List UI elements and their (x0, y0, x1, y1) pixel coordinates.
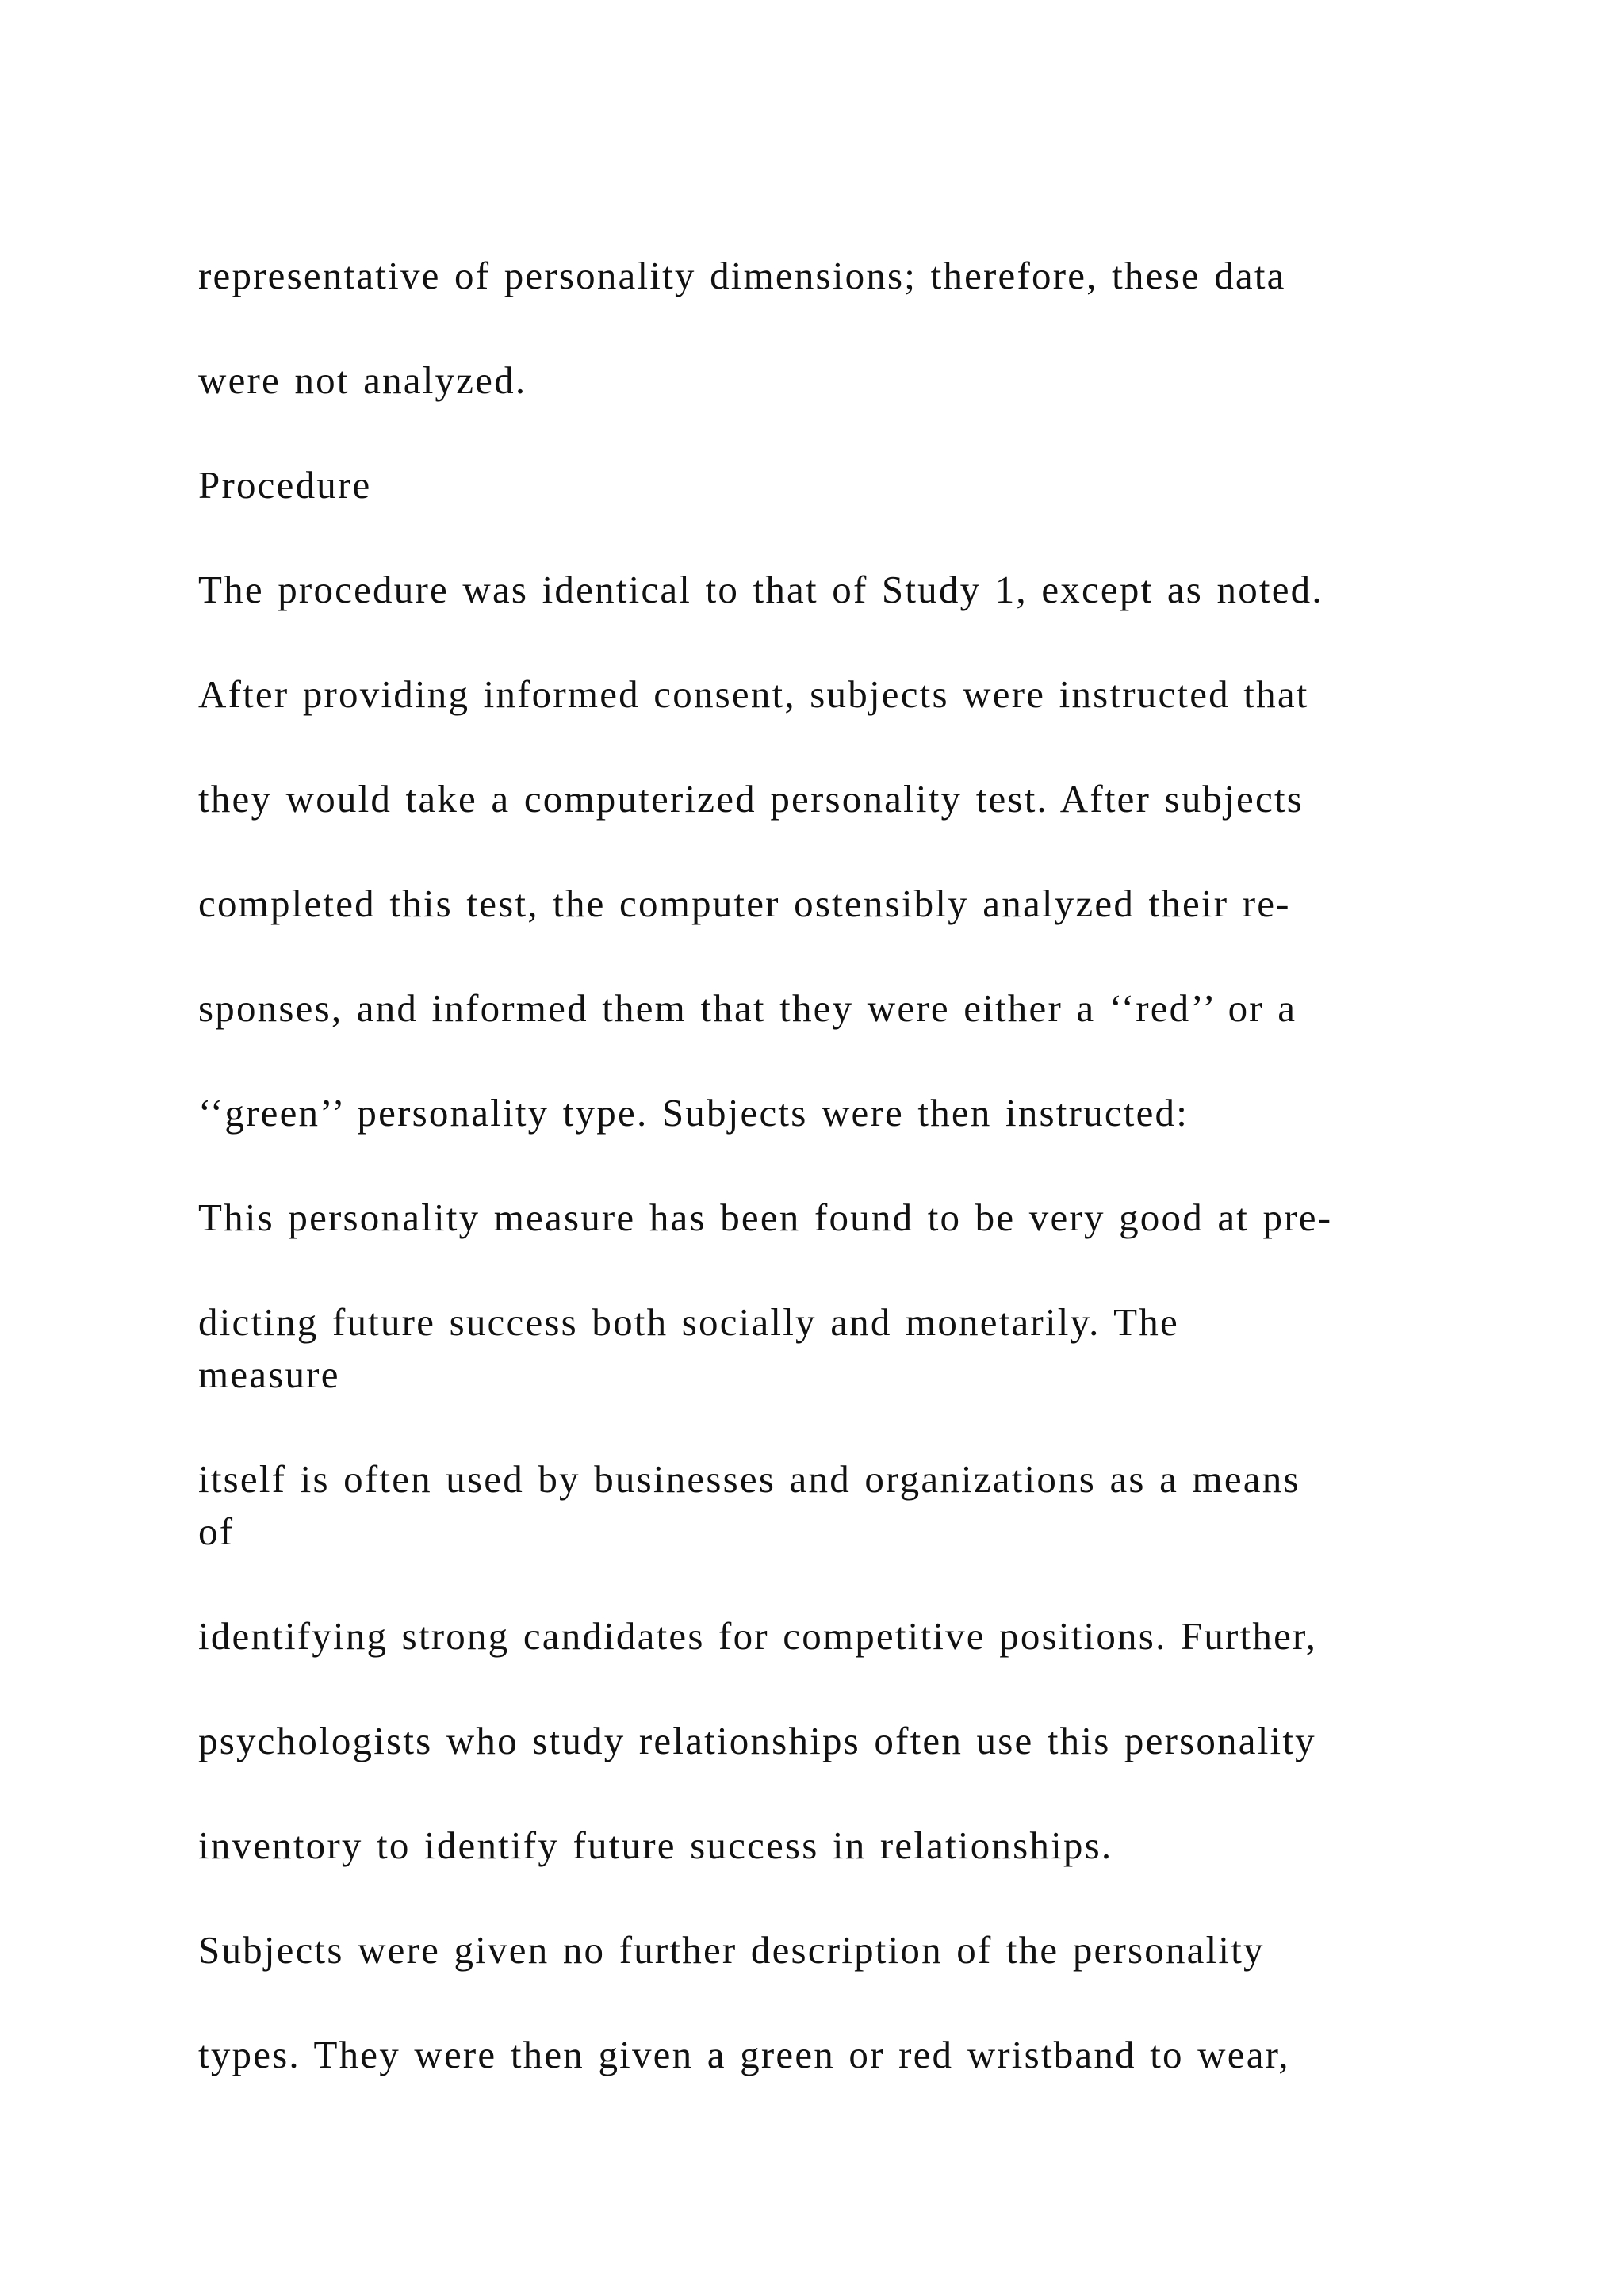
quote-line: inventory to identify future success in relationships. (198, 1823, 1113, 1867)
quote-line: dicting future success both socially and monetarily. The (198, 1300, 1179, 1344)
text-line: they would take a computerized personality test. After subjects (198, 777, 1304, 821)
section-heading: Procedure (198, 463, 372, 507)
text-line: Subjects were given no further description of the personality (198, 1928, 1265, 1972)
quote-line: of (198, 1510, 235, 1553)
quote-line: psychologists who study relationships often use this personality (198, 1719, 1316, 1762)
quote-line: itself is often used by businesses and organizations as a means (198, 1457, 1300, 1501)
text-line: were not analyzed. (198, 358, 527, 402)
text-line: sponses, and informed them that they were either a ‘‘red’’ or a (198, 986, 1297, 1030)
quote-line: identifying strong candidates for competitive positions. Further, (198, 1614, 1318, 1658)
text-line: representative of personality dimensions; therefore, these data (198, 254, 1286, 297)
text-line: types. They were then given a green or red wristband to wear, (198, 2033, 1290, 2076)
quote-line: measure (198, 1353, 340, 1396)
text-line: ‘‘green’’ personality type. Subjects were then instructed: (198, 1091, 1189, 1135)
quote-line: This personality measure has been found to be very good at pre- (198, 1196, 1333, 1239)
text-line: completed this test, the computer ostensibly analyzed their re- (198, 882, 1291, 925)
text-line: After providing informed consent, subjects were instructed that (198, 672, 1309, 716)
text-line: The procedure was identical to that of Study 1, except as noted. (198, 568, 1323, 611)
